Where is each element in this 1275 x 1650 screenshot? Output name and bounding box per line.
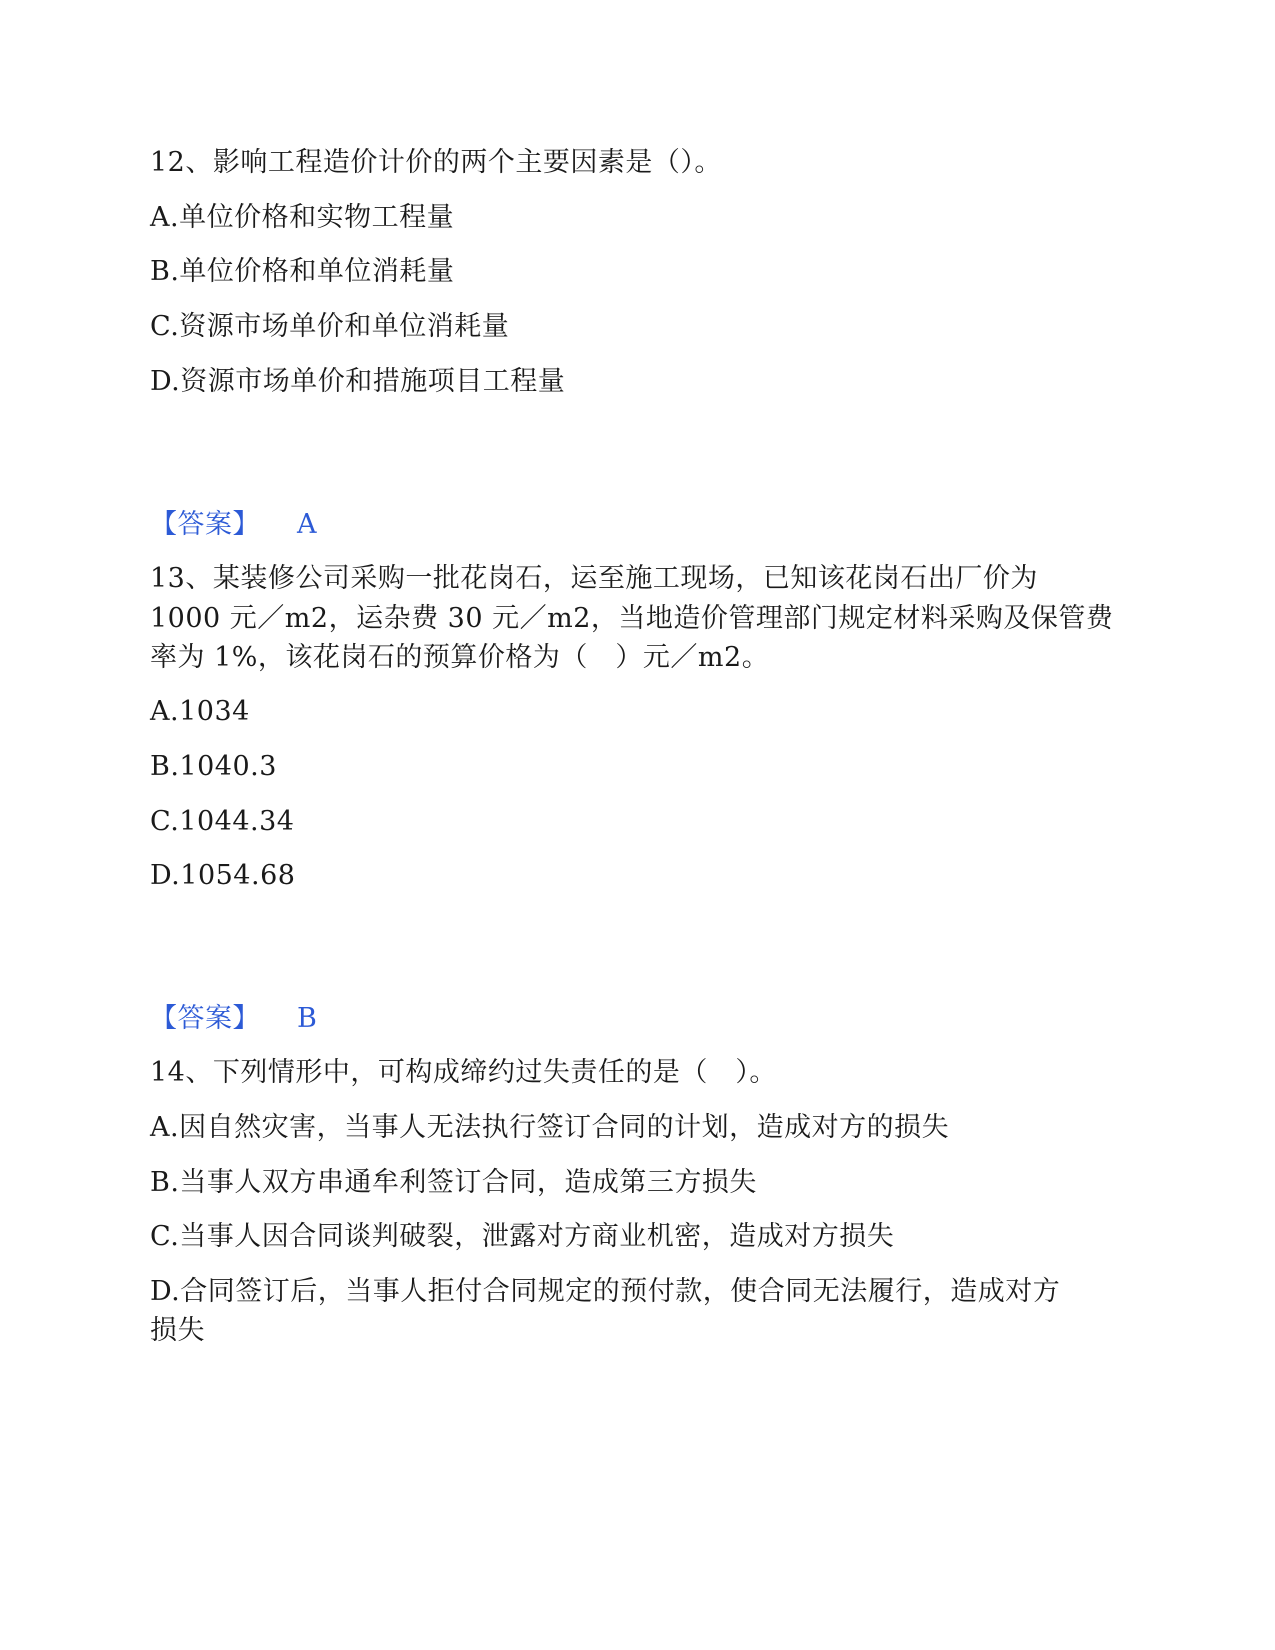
question-stem: 率为 1%，该花岗石的预算价格为（ ）元／m2。 — [150, 642, 770, 673]
question-stem: 13、某装修公司采购一批花岗石，运至施工现场，已知该花岗石出厂价为 — [150, 563, 1038, 594]
option-d: D.资源市场单价和措施项目工程量 — [150, 366, 566, 397]
answer-value: A — [297, 509, 317, 540]
option-b: B.当事人双方串通牟利签订合同，造成第三方损失 — [150, 1167, 757, 1198]
option-a: A.因自然灾害，当事人无法执行签订合同的计划，造成对方的损失 — [150, 1112, 950, 1143]
option-c: C.1044.34 — [150, 806, 295, 837]
option-d: D.1054.68 — [150, 860, 296, 891]
option-b: B.单位价格和单位消耗量 — [150, 256, 455, 287]
question-stem: 1000 元／m2，运杂费 30 元／m2，当地造价管理部门规定材料采购及保管费 — [150, 603, 1114, 634]
option-a: A.单位价格和实物工程量 — [150, 202, 455, 233]
option-c: C.当事人因合同谈判破裂，泄露对方商业机密，造成对方损失 — [150, 1221, 895, 1252]
answer-label: 【答案】 — [150, 509, 260, 540]
option-d-continued: 损失 — [150, 1315, 205, 1346]
option-b: B.1040.3 — [150, 751, 277, 782]
option-d: D.合同签订后，当事人拒付合同规定的预付款，使合同无法履行，造成对方 — [150, 1276, 1061, 1307]
answer-value: B — [297, 1003, 318, 1034]
option-c: C.资源市场单价和单位消耗量 — [150, 311, 510, 342]
option-a: A.1034 — [150, 696, 250, 727]
question-stem: 12、影响工程造价计价的两个主要因素是（）。 — [150, 147, 722, 178]
question-stem: 14、下列情形中，可构成缔约过失责任的是（ ）。 — [150, 1057, 777, 1088]
answer-label: 【答案】 — [150, 1003, 260, 1034]
